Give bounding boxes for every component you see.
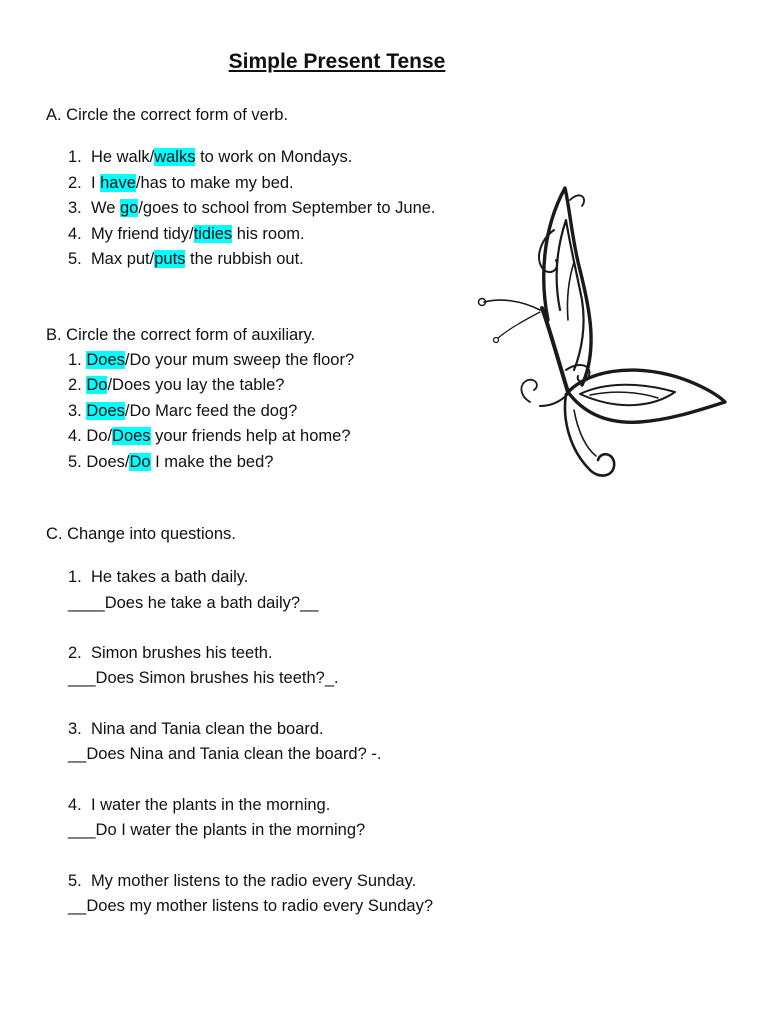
highlighted-answer: Does	[112, 427, 151, 445]
section-b-item	[68, 425, 351, 447]
item-number: 5.	[68, 872, 82, 890]
highlighted-answer: have	[100, 174, 136, 192]
item-text-before: We	[90, 199, 120, 217]
highlighted-answer: Does	[86, 402, 125, 420]
item-number: 1.	[68, 351, 82, 369]
butterfly-illustration	[470, 170, 730, 500]
section-c-sentence	[68, 794, 330, 816]
item-number: 2.	[68, 644, 82, 662]
highlighted-answer: tidies	[193, 225, 233, 243]
section-a-item	[68, 223, 305, 245]
sentence-text: Simon brushes his teeth.	[90, 644, 273, 662]
item-text-after: /has to make my bed.	[135, 174, 294, 192]
section-c-answer: ___Do I water the plants in the morning?	[68, 821, 366, 839]
section-c-sentence	[68, 870, 416, 892]
sentence-text: My mother listens to the radio every Sunday.	[90, 872, 417, 890]
section-c-sentence	[68, 718, 324, 740]
sentence-text: I water the plants in the morning.	[90, 796, 331, 814]
item-number: 3.	[68, 402, 82, 420]
highlighted-answer: Does	[86, 351, 125, 369]
item-number: 1.	[68, 568, 82, 586]
sentence-text: He takes a bath daily.	[90, 568, 249, 586]
item-number: 5.	[68, 453, 82, 471]
section-c-answer: __Does my mother listens to radio every Sunday?	[68, 897, 434, 915]
section-b-heading: B. Circle the correct form of auxiliary.	[46, 326, 316, 344]
section-a-item	[68, 172, 294, 194]
item-text-after: /Do Marc feed the dog?	[124, 402, 298, 420]
item-number: 1.	[68, 148, 82, 166]
item-number: 3.	[68, 199, 82, 217]
section-a-item	[68, 197, 436, 219]
item-text-before: I	[90, 174, 101, 192]
section-c-sentence	[68, 566, 248, 588]
section-c-answer: __Does Nina and Tania clean the board? -.	[68, 745, 382, 763]
highlighted-answer: go	[119, 199, 139, 217]
section-b-item	[68, 451, 273, 473]
item-number: 4.	[68, 427, 82, 445]
item-text-before: He walk/	[90, 148, 155, 166]
section-b-item	[68, 374, 284, 396]
item-text-after: I make the bed?	[150, 453, 274, 471]
section-c-heading: C. Change into questions.	[46, 525, 236, 543]
item-text-after: the rubbish out.	[185, 250, 304, 268]
section-b-item	[68, 349, 354, 371]
item-number: 2.	[68, 174, 82, 192]
section-a-item	[68, 248, 304, 270]
item-text-before: Max put/	[90, 250, 155, 268]
section-c-sentence	[68, 642, 273, 664]
item-text-after: /Do your mum sweep the floor?	[124, 351, 355, 369]
highlighted-answer: puts	[154, 250, 186, 268]
item-text-before: Does/	[81, 453, 130, 471]
highlighted-answer: walks	[154, 148, 196, 166]
section-a-item	[68, 146, 352, 168]
item-number: 4.	[68, 796, 82, 814]
item-text-after: /Does you lay the table?	[107, 376, 285, 394]
highlighted-answer: Do	[86, 376, 108, 394]
item-number: 2.	[68, 376, 82, 394]
highlighted-answer: Do	[129, 453, 151, 471]
section-c-answer: ____Does he take a bath daily?__	[68, 594, 319, 612]
sentence-text: Nina and Tania clean the board.	[90, 720, 324, 738]
item-text-before: Do/	[81, 427, 113, 445]
item-number: 5.	[68, 250, 82, 268]
section-a-heading: A. Circle the correct form of verb.	[46, 106, 289, 124]
item-text-after: your friends help at home?	[150, 427, 351, 445]
item-text-after: his room.	[232, 225, 305, 243]
section-b-item	[68, 400, 297, 422]
item-text-after: /goes to school from September to June.	[138, 199, 436, 217]
item-text-after: to work on Mondays.	[195, 148, 353, 166]
item-number: 4.	[68, 225, 82, 243]
section-c-answer: ___Does Simon brushes his teeth?_.	[68, 669, 339, 687]
item-number: 3.	[68, 720, 82, 738]
item-text-before: My friend tidy/	[90, 225, 194, 243]
page-title: Simple Present Tense	[228, 50, 446, 73]
